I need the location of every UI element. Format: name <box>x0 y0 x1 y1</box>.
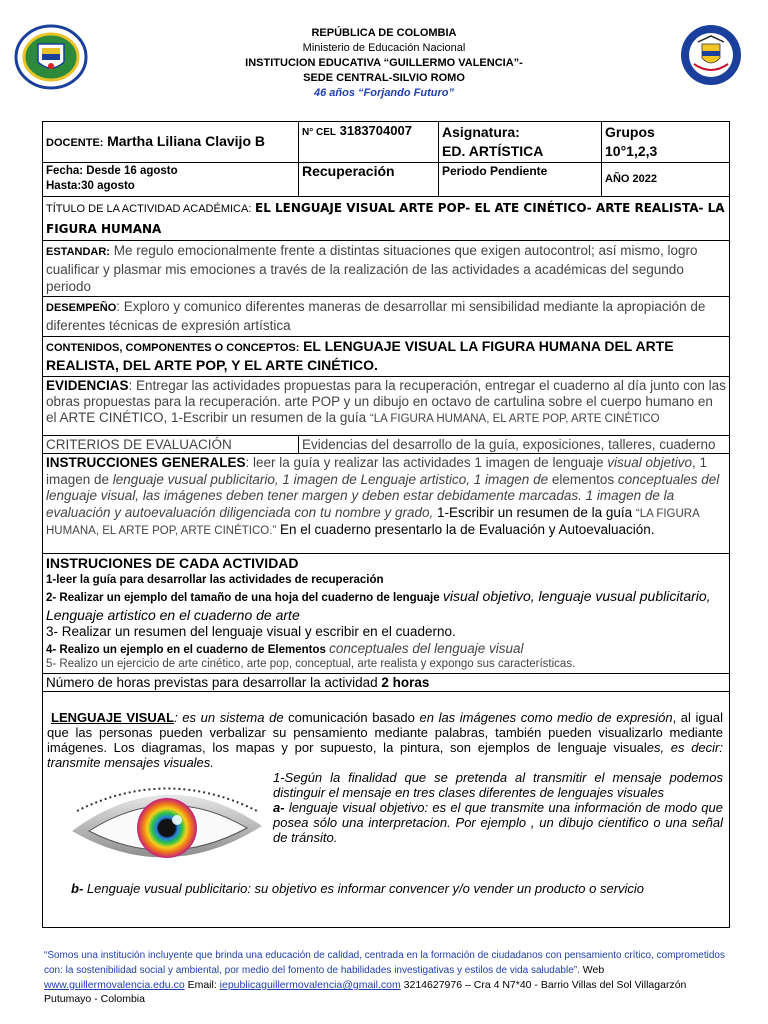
header-sede: SEDE CENTRAL-SILVIO ROMO <box>303 72 465 84</box>
fecha-row <box>43 163 730 197</box>
activity-table <box>42 121 730 928</box>
estandar-cell: ESTANDAR: Me regulo emocionalmente frente a distintas situaciones que exigen autocontrol; así mismo, logro cualificar y plasmar mis emociones a través de la realización de las actividades a académicas del segundo periodo <box>43 241 730 297</box>
header-institution: INSTITUCION EDUCATIVA “GUILLERMO VALENCIA”- <box>245 57 523 69</box>
horas-cell: Número de horas previstas para desarrollar la actividad 2 horas <box>43 674 730 692</box>
instrucciones-actividad-cell: INSTRUCIONES DE CADA ACTIVIDAD 1-leer la guía para desarrollar las actividades de recuperación 2- Realizar un ejemplo del tamaño de una hoja del cuaderno de lenguaje visual objetivo, lenguaje vusual publicitario, Lenguaje artistico en el cuaderno de arte 3- Realizar un resumen del lenguaje visual y escribir en el cuaderno. 4- Realizo un ejemplo en el cuaderno de Elementos conceptuales del lenguaje visual 5- Realizo un ejercicio de arte cinético, arte pop, conceptual, arte realista y expongo sus características. <box>43 554 730 674</box>
contenidos-cell: CONTENIDOS, COMPONENTES O CONCEPTOS: EL LENGUAJE VISUAL LA FIGURA HUMANA DEL ARTE REALISTA, DEL ARTE POP, Y EL ARTE CINÉTICO. <box>43 337 730 377</box>
lenguaje-visual-title: LENGUAJE VISUAL <box>51 710 175 725</box>
evidencias-cell: EVIDENCIAS: Entregar las actividades propuestas para la recuperación, entregar el cuaderno al día junto con las obras propuestas para la recuperación. arte POP y un dibujo en octavo de cartulina sobre el cuerpo humano en el ARTE CINÉTICO, 1-Escribir un resumen de la guía “LA FIGURA HUMANA, EL ARTE POP, ARTE CINÉTICO <box>43 377 730 436</box>
recuperacion-cell: Recuperación <box>299 163 439 197</box>
footer-contact: 3214627976 – Cra 4 N7*40 - Barrio Villas del Sol Villagarzón Putumayo - Colombia <box>44 979 687 1005</box>
fecha-cell: Fecha: Desde 16 agosto Hasta:30 agosto <box>43 163 299 197</box>
instrucciones-actividad-row <box>43 554 730 674</box>
docente-cell: DOCENTE: Martha Liliana Clavijo B <box>43 122 299 163</box>
header-motto: 46 años “Forjando Futuro” <box>314 87 454 99</box>
titulo-row <box>43 197 730 241</box>
titulo-cell: TÍTULO DE LA ACTIVIDAD ACADÉMICA: EL LENGUAJE VISUAL ARTE POP- EL ATE CINÉTICO- ARTE REALISTA- LA FIGURA HUMANA <box>43 197 730 241</box>
footer: “Somos una institución incluyente que brinda una educación de calidad, centrada en la formación de ciudadanos con pensamiento crítico, comprometidos con: la sostenibilidad social y ambiental, por medio del fomento de habilidades investigativas y estilos de vida saludable”. Web www.guillermovalencia.edu.co Email: iepublicaguillermovalencia@gmail.com 3214627976 – Cra 4 N7*40 - Barrio Villas del Sol Villagarzón Putumayo - Colombia <box>44 950 725 1005</box>
document-header <box>0 26 768 101</box>
horas-row <box>43 674 730 692</box>
grupos-cell: Grupos 10°1,2,3 <box>602 122 730 163</box>
cel-cell: N° CEL 3183704007 <box>299 122 439 163</box>
footer-quote: “Somos una institución incluyente que brinda una educación de calidad, centrada en la formación de ciudadanos con pensamiento crítico, comprometidos con: la sostenibilidad social y ambiental, por medio del fomento de habilidades investigativas y estilos de vida saludable”. <box>44 950 725 976</box>
contenidos-row <box>43 337 730 377</box>
rainbow-eye-image <box>67 776 267 881</box>
lenguaje-visual-cell: LENGUAJE VISUAL: es un sistema de comunicación basado en las imágenes como medio de expresión, al igual que las personas pueden verbalizar su pensamiento mediante palabras, también pueden visualizarlo mediante imágenes. Los diagramas, los mapas y por supuesto, la pintura, son ejemplos de lenguaje visuales, es decir: transmite mensajes visuales. 1-Según la finalidad que se pretenda al transmitir el mensaje podemos distinguir el mensaje en tres clases diferentes de lenguajes visuales a- lenguaje visual objetivo: es el que transmite una información de modo que posea sólo una interpretacion. Por ejemplo , un dibujo cientifico o una señal de tránsito. b- Lenguaje vusual publicitario: su objetivo es informar convencer y/o vender un producto o servicio <box>43 692 730 928</box>
estandar-row <box>43 241 730 297</box>
instrucciones-generales-cell: INSTRUCCIONES GENERALES: leer la guía y realizar las actividades 1 imagen de lenguaje visual objetivo, 1 imagen de lenguaje vusual publicitario, 1 imagen de Lenguaje artistico, 1 imagen de elementos conceptuales del lenguaje visual, las imágenes deben tener margen y deben estar debidamente marcadas. 1 imagen de la evaluación y autoevaluación diligenciada con tu nombre y grado, 1-Escribir un resumen de la guía “LA FIGURA HUMANA, EL ARTE POP, ARTE CINÉTICO.” En el cuaderno presentarlo la de Evaluación y Autoevaluación. <box>43 454 730 554</box>
criterios-label-cell: CRITERIOS DE EVALUACIÓN <box>43 436 299 454</box>
periodo-cell: Periodo Pendiente <box>439 163 602 197</box>
desempeno-row <box>43 297 730 337</box>
header-republic: REPÚBLICA DE COLOMBIA <box>311 27 457 39</box>
criterios-row <box>43 436 730 454</box>
desempeno-cell: DESEMPEÑO: Exploro y comunico diferentes maneras de desarrollar mi sensibilidad mediante la apropiación de diferentes técnicas de expresión artística <box>43 297 730 337</box>
footer-website-link[interactable]: www.guillermovalencia.edu.co <box>44 979 185 991</box>
evidencias-row <box>43 377 730 436</box>
lenguaje-visual-row <box>43 692 730 928</box>
docente-row <box>43 122 730 163</box>
criterios-text-cell: Evidencias del desarrollo de la guía, exposiciones, talleres, cuaderno <box>299 436 730 454</box>
footer-email-link[interactable]: iepublicaguillermovalencia@gmail.com <box>219 979 401 991</box>
asignatura-cell: Asignatura: ED. ARTÍSTICA <box>439 122 602 163</box>
header-ministry: Ministerio de Educación Nacional <box>302 42 466 54</box>
instrucciones-generales-row <box>43 454 730 554</box>
anio-cell: AÑO 2022 <box>602 163 730 197</box>
